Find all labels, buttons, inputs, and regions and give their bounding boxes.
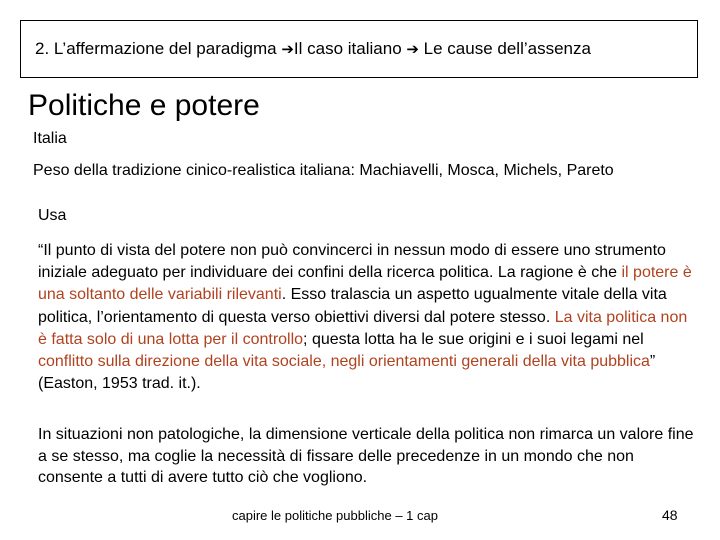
page-title: Politiche e potere (28, 89, 260, 122)
right-arrow-icon: ➔ (406, 40, 419, 58)
quote-text-1: “Il punto di vista del potere non può convincerci in nessun modo di essere uno strumento iniziale adeguato per individuare dei confini della ricerca politica. La ragione è che (38, 242, 666, 282)
usa-label: Usa (38, 207, 67, 224)
quote-text-3: ; questa lotta ha le sue origini e i suoi legami nel (303, 330, 644, 348)
conclusion-paragraph: In situazioni non patologiche, la dimensione verticale della politica non rimarca un valore fine a se stesso, ma coglie la necessità di fissare delle precedenze in un mondo che non consente a tutti di avere tutto ciò che vogliono. (38, 426, 694, 486)
header-box (20, 20, 698, 78)
right-arrow-icon: ➔ (281, 40, 294, 58)
tradition-line: Peso della tradizione cinico-realistica italiana: Machiavelli, Mosca, Michels, Pareto (33, 162, 614, 179)
breadcrumb-part-1: 2. L’affermazione del paradigma (35, 39, 282, 58)
breadcrumb-part-3: Le cause dell’assenza (418, 39, 591, 58)
section-subtitle: Italia (33, 130, 67, 147)
quote-text-2: . Esso tralascia un aspetto ugualmente vitale della vita politica, l’orientamento di questa verso obiettivi diversi dal potere stesso. (38, 286, 667, 326)
breadcrumb-part-2: Il caso italiano (293, 39, 407, 58)
quote-highlight-1: il potere è una soltanto delle variabili rilevanti (38, 264, 692, 304)
quote-text-4: ” (Easton, 1953 trad. it.). (38, 353, 656, 393)
quote-highlight-3: conflitto sulla direzione della vita sociale, negli orientamenti generali della vita pubblica (38, 353, 650, 371)
footer-text: capire le politiche pubbliche – 1 cap (232, 508, 438, 523)
quote-highlight-2: La vita politica non è fatta solo di una lotta per il controllo (38, 308, 688, 348)
easton-quote (38, 240, 698, 395)
page-number: 48 (662, 507, 678, 523)
breadcrumb (35, 39, 591, 59)
